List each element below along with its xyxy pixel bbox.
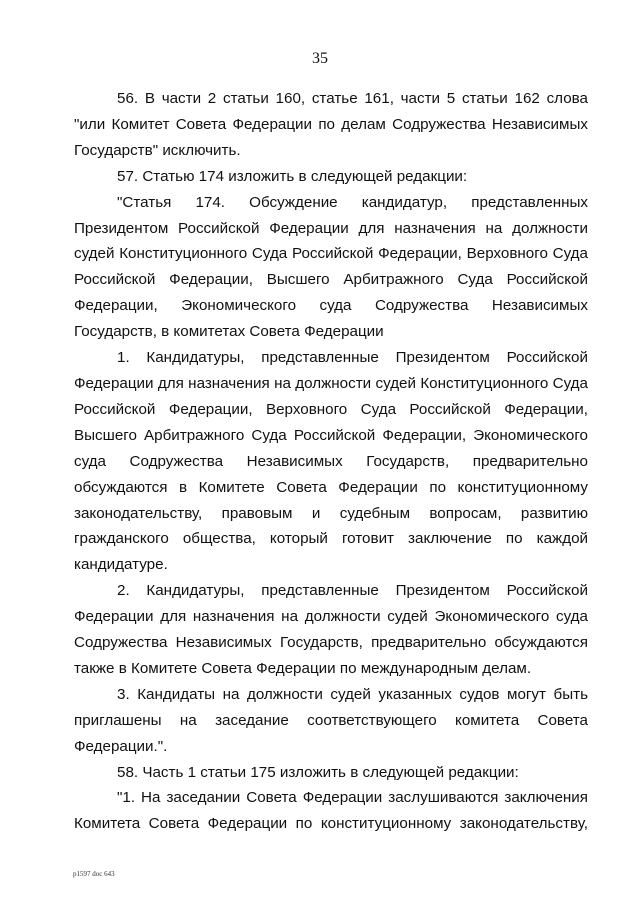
text-line: 3. Кандидаты на должности судей указанных судов могут быть (117, 685, 588, 703)
text-line: Государств" исключить. (74, 141, 241, 159)
page-number: 35 (312, 50, 328, 67)
text-line: гражданского общества, который готовит заключение по каждой (74, 530, 588, 548)
document-body (74, 86, 588, 837)
text-line: "1. На заседании Совета Федерации заслушиваются заключения (117, 789, 588, 807)
footer-file-code: p1597 doc 643 (73, 870, 115, 878)
text-line: Российской Федерации, Высшего Арбитражного Суда Российской (74, 271, 588, 289)
text-line: 58. Часть 1 статьи 175 изложить в следующей редакции: (117, 763, 519, 781)
text-line: Комитета Совета Федерации по конституционному законодательству, (74, 815, 588, 833)
text-line: Российской Федерации, Верховного Суда Российской Федерации, (74, 400, 588, 418)
text-line: законодательству, правовым и судебным вопросам, развитию (74, 504, 588, 522)
text-line: 1. Кандидатуры, представленные Президентом Российской (117, 349, 588, 367)
text-line: Государств, в комитетах Совета Федерации (74, 323, 384, 341)
text-line: Президентом Российской Федерации для назначения на должности (74, 219, 588, 237)
text-line: "Статья 174. Обсуждение кандидатур, представленных (117, 193, 588, 211)
text-line: Федерации для назначения на должности судей Конституционного Суда (74, 374, 588, 392)
text-line: Высшего Арбитражного Суда Российской Федерации, Экономического (74, 426, 588, 444)
text-line: приглашены на заседание соответствующего комитета Совета (74, 711, 588, 729)
text-line: обсуждаются в Комитете Совета Федерации по конституционному (74, 478, 588, 496)
text-line: Федерации, Экономического суда Содружества Независимых (74, 297, 588, 315)
text-line: судей Конституционного Суда Российской Федерации, Верховного Суда (74, 245, 588, 263)
text-line: Федерации для назначения на должности судей Экономического суда (74, 608, 588, 626)
text-line: 2. Кандидатуры, представленные Президентом Российской (117, 582, 588, 600)
text-line: "или Комитет Совета Федерации по делам Содружества Независимых (74, 115, 588, 133)
text-line: 56. В части 2 статьи 160, статье 161, части 5 статьи 162 слова (117, 90, 588, 107)
text-line: Федерации.". (74, 737, 168, 755)
text-line: кандидатуре. (74, 556, 168, 574)
text-line: суда Содружества Независимых Государств, предварительно (74, 452, 588, 470)
text-line: Содружества Независимых Государств, предварительно обсуждаются (74, 634, 588, 652)
text-line: 57. Статью 174 изложить в следующей редакции: (117, 167, 468, 185)
text-line: также в Комитете Совета Федерации по международным делам. (74, 659, 532, 677)
